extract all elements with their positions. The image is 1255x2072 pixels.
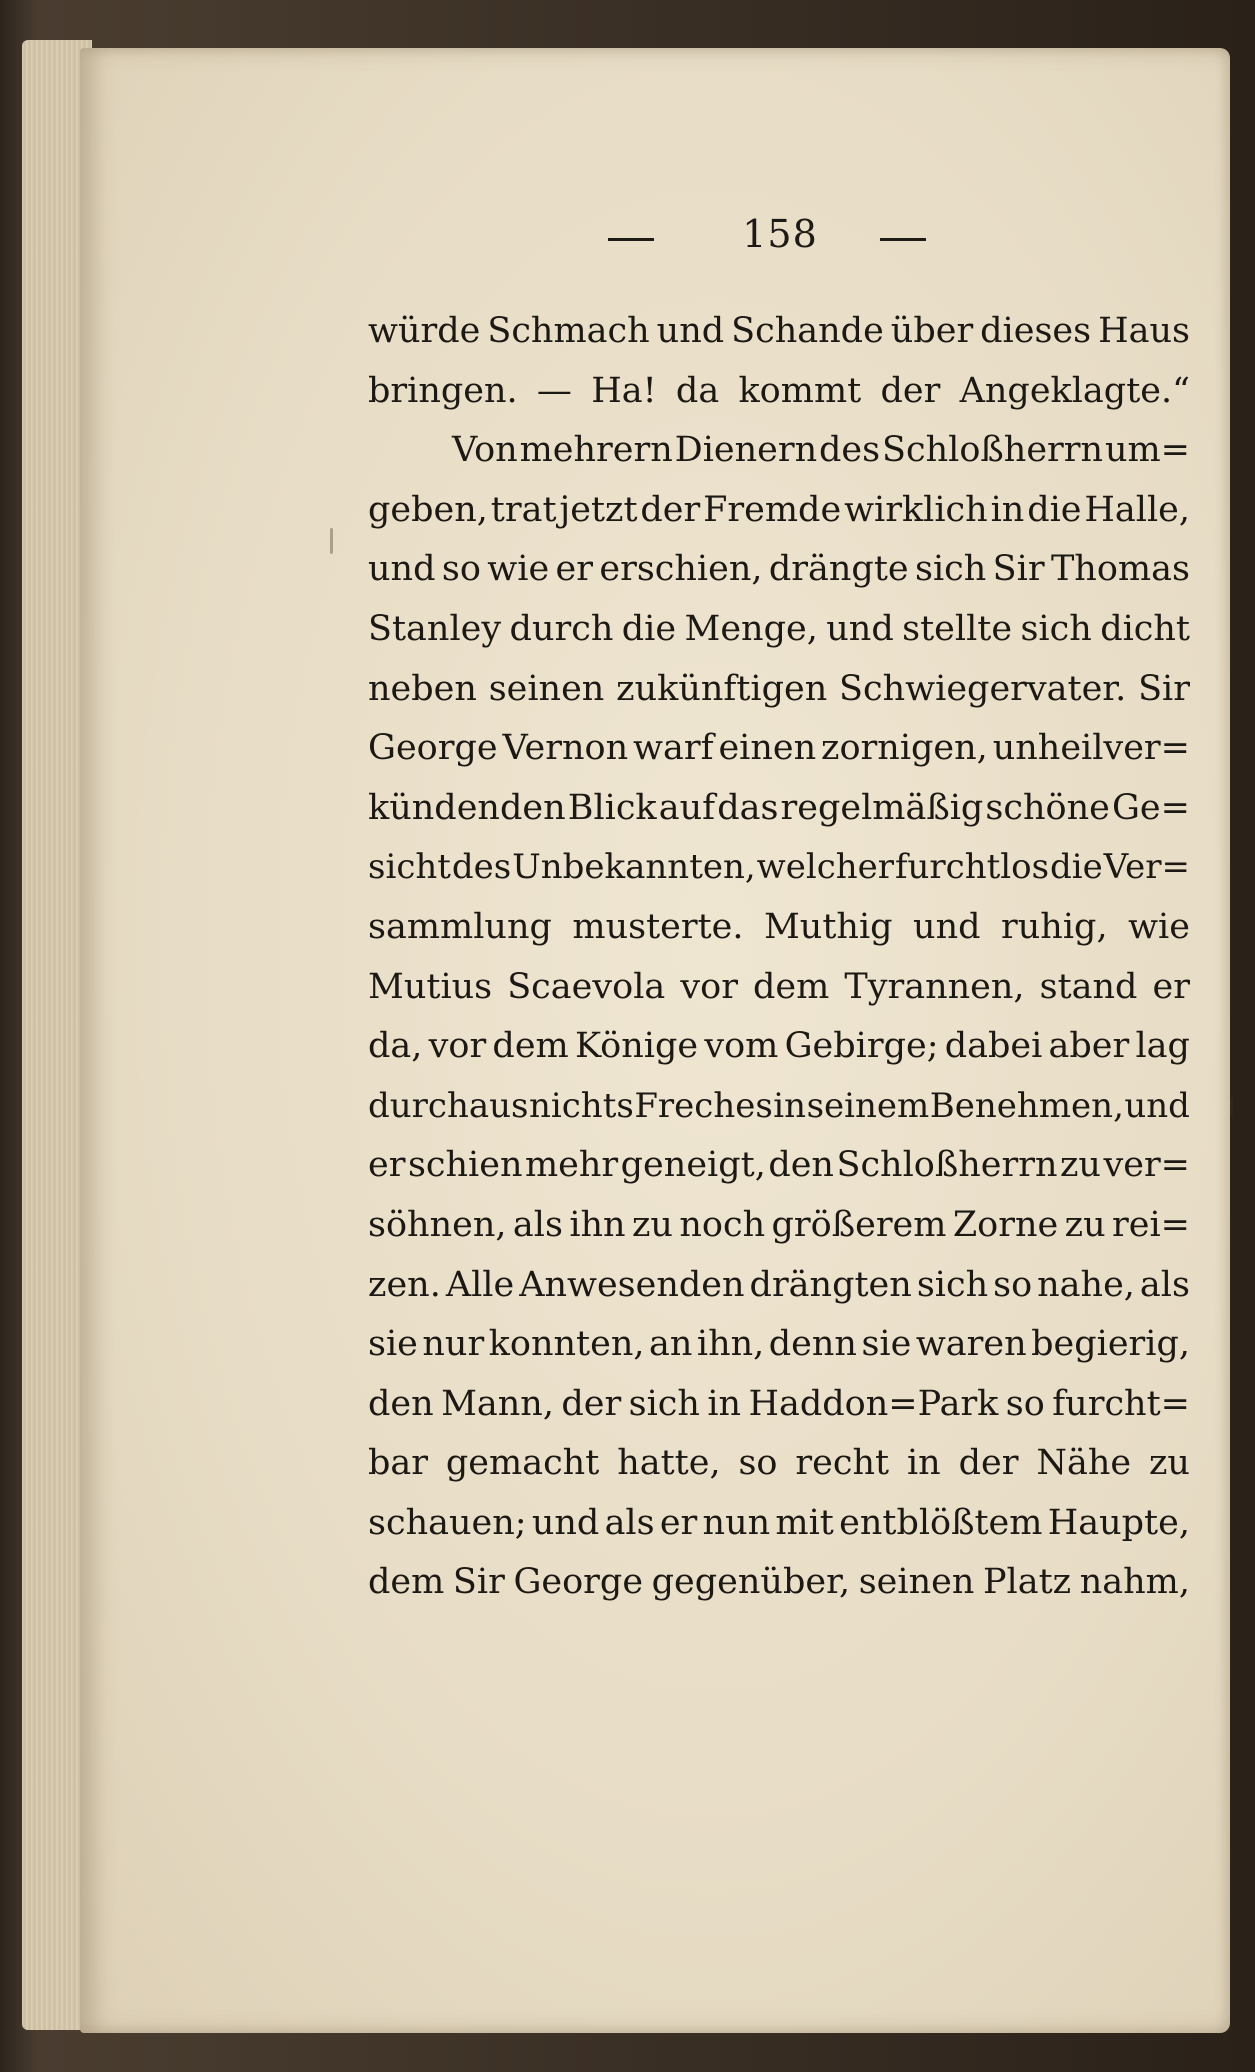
text-line: sie nur konnten, an ihn, denn sie waren begierig, [368, 1324, 1190, 1365]
text-line: bringen. — Ha! da kommt der Angeklagte.“ [368, 370, 1190, 411]
text-line: dem Sir George gegenüber, seinen Platz nahm, [368, 1562, 1190, 1603]
header-dash-left [608, 238, 654, 241]
text-line: bar gemacht hatte, so recht in der Nähe zu [368, 1443, 1190, 1484]
text-line: sammlung musterte. Muthig und ruhig, wie [368, 906, 1190, 947]
text-line: würde Schmach und Schande über dieses Haus [368, 311, 1190, 351]
text-line: und so wie er erschien, drängte sich Sir Thomas [368, 549, 1190, 590]
text-line: sicht des Unbekannten, welcher furchtlos die Ver= [368, 847, 1190, 888]
running-header [0, 212, 1255, 272]
text-line: schauen; und als er nun mit entblößtem Haupte, [368, 1502, 1190, 1543]
text-line: Stanley durch die Menge, und stellte sich dicht [368, 608, 1190, 649]
text-line: er schien mehr geneigt, den Schloßherrn zu ver= [368, 1145, 1190, 1186]
header-dash-right [880, 238, 926, 241]
text-line: Mutius Scaevola vor dem Tyrannen, stand er [368, 966, 1190, 1007]
text-line: durchaus nichts Freches in seinem Benehmen, und [368, 1085, 1190, 1126]
body-text [368, 302, 1190, 1613]
text-line: den Mann, der sich in Haddon=Park so furcht= [368, 1383, 1190, 1424]
text-line: neben seinen zukünftigen Schwiegervater. Sir [368, 668, 1190, 709]
paper-speck [330, 528, 333, 554]
text-line: söhnen, als ihn zu noch größerem Zorne zu rei= [368, 1204, 1190, 1245]
text-line: George Vernon warf einen zornigen, unheilver= [368, 728, 1190, 769]
text-line: da, vor dem Könige vom Gebirge; dabei aber lag [368, 1026, 1190, 1067]
text-line: kündenden Blick auf das regelmäßig schöne Ge= [368, 787, 1190, 828]
text-line: zen. Alle Anwesenden drängten sich so nahe, als [368, 1264, 1190, 1305]
paper-speck [1230, 1098, 1233, 1116]
text-line: geben, trat jetzt der Fremde wirklich in die Halle, [368, 489, 1190, 530]
text-line: Von mehrern Dienern des Schloßherrn um= [452, 430, 1190, 471]
page-number: 158 [742, 212, 818, 256]
